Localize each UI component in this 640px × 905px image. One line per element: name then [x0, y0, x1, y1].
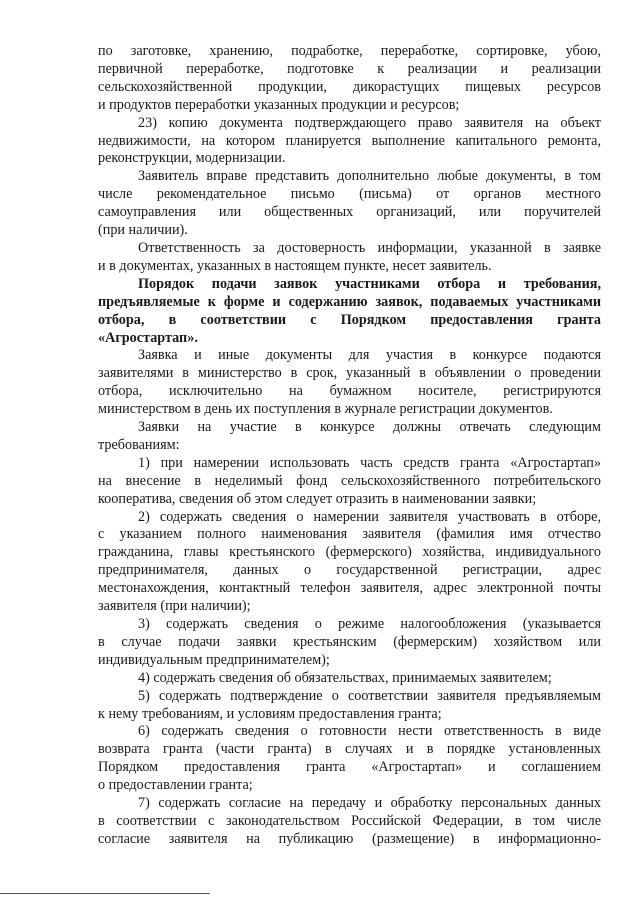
text-line: Заявитель вправе представить дополнительно любые документы, в том: [138, 168, 601, 185]
text-line: и в документах, указанных в настоящем пункте, несет заявитель.: [98, 257, 492, 274]
text-line: кооператива, сведения об этом следует отразить в наименовании заявки;: [98, 490, 537, 507]
text-line: к нему требованиям, и условиям предоставления гранта;: [98, 705, 442, 722]
text-line: Заявки на участие в конкурсе должны отвечать следующим: [138, 419, 601, 436]
text-line: 23) копию документа подтверждающего право заявителя на объект: [138, 114, 601, 131]
text-line: местонахождения, контактный телефон заявителя, адрес электронной почты: [98, 580, 601, 597]
text-line: (при наличии).: [98, 222, 188, 239]
text-line: 1) при намерении использовать часть средств гранта «Агростартап»: [138, 454, 601, 471]
text-line: о предоставлении гранта;: [98, 777, 253, 794]
text-line: Ответственность за достоверность информации, указанной в заявке: [138, 239, 601, 256]
heading-line: Порядок подачи заявок участниками отбора и требования,: [138, 275, 601, 292]
text-line: 5) содержать подтверждение о соответствии заявителя предъявляемым: [138, 687, 601, 704]
text-line: по заготовке, хранению, подработке, переработке, сортировке, убою,: [98, 43, 601, 59]
footnote-separator: [0, 893, 210, 894]
document-body: [98, 43, 601, 849]
text-line: гражданина, главы крестьянского (фермерского) хозяйства, индивидуального: [98, 544, 601, 561]
text-line: с указанием полного наименования заявителя (фамилия имя отчество: [98, 526, 601, 543]
text-line: заявителями в министерство в срок, указанный в объявлении о проведении: [98, 365, 601, 382]
text-line: Заявка и иные документы для участия в конкурсе подаются: [138, 347, 601, 364]
text-line: числе рекомендательное письмо (письма) от органов местного: [98, 186, 601, 203]
text-line: в соответствии с законодательством Российской Федерации, в том числе: [98, 812, 601, 829]
text-line: министерством в день их поступления в журнале регистрации документов.: [98, 401, 553, 418]
text-line: и продуктов переработки указанных продукции и ресурсов;: [98, 96, 460, 113]
text-line: недвижимости, на котором планируется выполнение капитального ремонта,: [98, 132, 601, 149]
text-line: реконструкции, модернизации.: [98, 150, 286, 167]
text-line: на внесение в неделимый фонд сельскохозяйственного потребительского: [98, 472, 601, 489]
text-line: 7) содержать согласие на передачу и обработку персональных данных: [138, 795, 601, 812]
text-line: индивидуальным предпринимателем);: [98, 651, 330, 668]
text-line: требованиям:: [98, 436, 180, 453]
text-line: отбора, исключительно на бумажном носителе, регистрируются: [98, 383, 601, 400]
text-line: предпринимателя, данных о государственной регистрации, адрес: [98, 562, 601, 579]
text-line: заявителя (при наличии);: [98, 598, 251, 615]
heading-line: отбора, в соответствии с Порядком предоставления гранта: [98, 311, 601, 328]
text-line: первичной переработке, подготовке к реализации и реализации: [98, 60, 601, 77]
text-line: возврата гранта (части гранта) в случаях и в порядке установленных: [98, 741, 601, 758]
heading-line: предъявляемые к форме и содержанию заявок, подаваемых участниками: [98, 293, 601, 310]
heading-line: «Агростартап».: [98, 329, 198, 346]
text-line: самоуправления или общественных организаций, или поручителей: [98, 204, 601, 221]
text-line: 3) содержать сведения о режиме налогообложения (указывается: [138, 616, 601, 632]
text-line: сельскохозяйственной продукции, дикорастущих пищевых ресурсов: [98, 78, 601, 95]
text-line: 6) содержать сведения о готовности нести ответственность в виде: [138, 723, 601, 740]
text-line: в случае подачи заявки крестьянским (фермерским) хозяйством или: [98, 633, 601, 650]
text-line: 2) содержать сведения о намерении заявителя участвовать в отборе,: [138, 508, 601, 525]
text-line: Порядком предоставления гранта «Агростартап» и соглашением: [98, 759, 601, 776]
text-line: согласие заявителя на публикацию (размещение) в информационно-: [98, 830, 601, 847]
text-line: 4) содержать сведения об обязательствах, принимаемых заявителем;: [138, 669, 552, 686]
